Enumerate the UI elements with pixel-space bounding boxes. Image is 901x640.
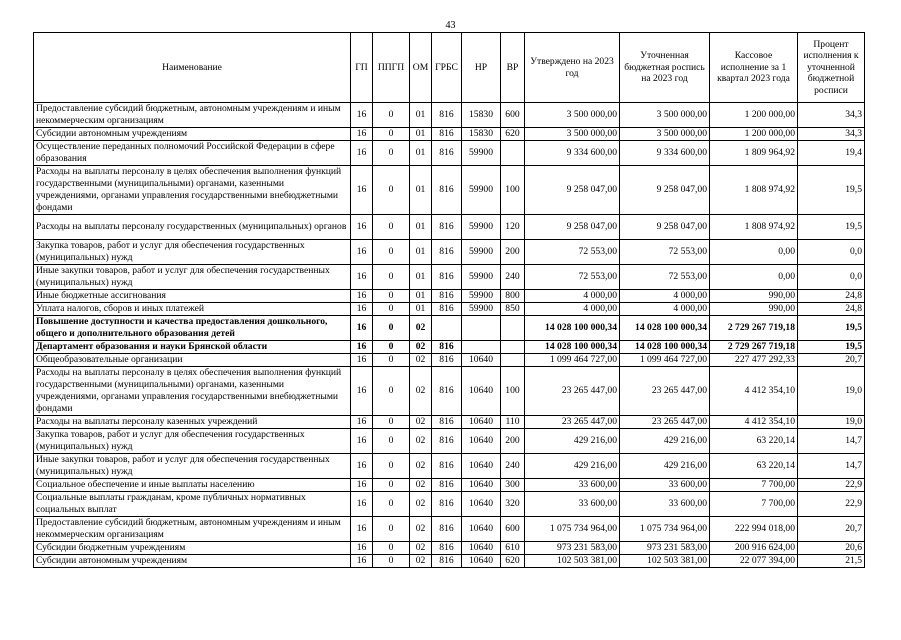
cell-np: 10640 <box>462 454 501 479</box>
cell-grbs: 816 <box>432 517 462 542</box>
cell-cash: 1 808 974,92 <box>710 215 798 240</box>
cell-percent: 0,0 <box>798 265 865 290</box>
cell-approved: 14 028 100 000,34 <box>525 316 620 341</box>
cell-ppgp: 0 <box>373 316 410 341</box>
cell-np: 10640 <box>462 555 501 568</box>
cell-approved: 973 231 583,00 <box>525 542 620 555</box>
table-row <box>34 416 865 429</box>
cell-vr: 850 <box>501 303 525 316</box>
cell-approved: 9 334 600,00 <box>525 141 620 166</box>
cell-om: 02 <box>410 517 432 542</box>
cell-np: 59900 <box>462 141 501 166</box>
cell-vr <box>501 341 525 354</box>
cell-name: Социальные выплаты гражданам, кроме публичных нормативных социальных выплат <box>34 492 351 517</box>
cell-cash: 0,00 <box>710 265 798 290</box>
cell-name: Субсидии автономным учреждениям <box>34 555 351 568</box>
cell-grbs: 816 <box>432 542 462 555</box>
cell-ppgp: 0 <box>373 103 410 128</box>
cell-om: 02 <box>410 555 432 568</box>
cell-om: 01 <box>410 166 432 215</box>
cell-refined: 23 265 447,00 <box>620 416 710 429</box>
cell-om: 02 <box>410 416 432 429</box>
cell-cash: 0,00 <box>710 240 798 265</box>
cell-grbs: 816 <box>432 215 462 240</box>
cell-percent: 20,7 <box>798 517 865 542</box>
cell-ppgp: 0 <box>373 429 410 454</box>
cell-np: 10640 <box>462 367 501 416</box>
cell-refined: 9 334 600,00 <box>620 141 710 166</box>
cell-np: 10640 <box>462 416 501 429</box>
table-row <box>34 479 865 492</box>
cell-grbs: 816 <box>432 290 462 303</box>
cell-name: Предоставление субсидий бюджетным, автономным учреждениям и иным некоммерческим организациям <box>34 103 351 128</box>
cell-np: 59900 <box>462 166 501 215</box>
cell-cash: 63 220,14 <box>710 429 798 454</box>
cell-percent: 34,3 <box>798 103 865 128</box>
cell-grbs: 816 <box>432 454 462 479</box>
cell-approved: 33 600,00 <box>525 479 620 492</box>
cell-percent: 0,0 <box>798 240 865 265</box>
cell-grbs: 816 <box>432 265 462 290</box>
cell-gp: 16 <box>351 492 373 517</box>
cell-refined: 3 500 000,00 <box>620 128 710 141</box>
header-percent: Процент исполнения к уточненной бюджетной росписи <box>798 33 865 103</box>
cell-ppgp: 0 <box>373 265 410 290</box>
cell-om: 01 <box>410 290 432 303</box>
cell-percent: 20,6 <box>798 542 865 555</box>
header-grbs: ГРБС <box>432 33 462 103</box>
cell-np: 10640 <box>462 517 501 542</box>
cell-cash: 2 729 267 719,18 <box>710 316 798 341</box>
cell-vr: 200 <box>501 240 525 265</box>
table-row <box>34 354 865 367</box>
cell-percent: 24,8 <box>798 290 865 303</box>
table-row <box>34 166 865 215</box>
cell-approved: 23 265 447,00 <box>525 367 620 416</box>
cell-om: 01 <box>410 128 432 141</box>
cell-approved: 1 099 464 727,00 <box>525 354 620 367</box>
cell-gp: 16 <box>351 215 373 240</box>
cell-refined: 33 600,00 <box>620 492 710 517</box>
cell-cash: 7 700,00 <box>710 479 798 492</box>
cell-approved: 23 265 447,00 <box>525 416 620 429</box>
cell-vr: 600 <box>501 517 525 542</box>
cell-om: 01 <box>410 303 432 316</box>
cell-grbs: 816 <box>432 103 462 128</box>
header-approved: Утверждено на 2023 год <box>525 33 620 103</box>
cell-name: Иные закупки товаров, работ и услуг для обеспечения государственных (муниципальных) нужд <box>34 454 351 479</box>
cell-cash: 63 220,14 <box>710 454 798 479</box>
cell-np: 59900 <box>462 303 501 316</box>
header-np: НР <box>462 33 501 103</box>
cell-om: 01 <box>410 141 432 166</box>
cell-grbs: 816 <box>432 354 462 367</box>
cell-vr <box>501 316 525 341</box>
cell-grbs: 816 <box>432 141 462 166</box>
cell-grbs: 816 <box>432 429 462 454</box>
table-row <box>34 341 865 354</box>
cell-np: 15830 <box>462 103 501 128</box>
cell-ppgp: 0 <box>373 290 410 303</box>
cell-name: Расходы на выплаты персоналу государственных (муниципальных) органов <box>34 215 351 240</box>
cell-percent: 19,5 <box>798 316 865 341</box>
cell-np <box>462 341 501 354</box>
cell-np: 59900 <box>462 290 501 303</box>
cell-name: Иные бюджетные ассигнования <box>34 290 351 303</box>
header-refined: Уточненная бюджетная роспись на 2023 год <box>620 33 710 103</box>
cell-grbs: 816 <box>432 416 462 429</box>
table-row <box>34 103 865 128</box>
cell-percent: 22,9 <box>798 479 865 492</box>
cell-vr: 600 <box>501 103 525 128</box>
cell-refined: 14 028 100 000,34 <box>620 341 710 354</box>
cell-refined: 72 553,00 <box>620 240 710 265</box>
cell-np: 10640 <box>462 429 501 454</box>
cell-approved: 4 000,00 <box>525 303 620 316</box>
cell-percent: 22,9 <box>798 492 865 517</box>
cell-name: Расходы на выплаты персоналу в целях обеспечения выполнения функций государственными (муниципальными) органами, казенными учреждениями, органами управления государственными внебюджетными фондами <box>34 166 351 215</box>
cell-refined: 429 216,00 <box>620 429 710 454</box>
table-row <box>34 492 865 517</box>
cell-np: 59900 <box>462 265 501 290</box>
cell-refined: 4 000,00 <box>620 290 710 303</box>
cell-ppgp: 0 <box>373 492 410 517</box>
cell-name: Иные закупки товаров, работ и услуг для обеспечения государственных (муниципальных) нужд <box>34 265 351 290</box>
cell-np: 10640 <box>462 479 501 492</box>
cell-vr: 320 <box>501 492 525 517</box>
cell-name: Социальное обеспечение и иные выплаты населению <box>34 479 351 492</box>
cell-cash: 4 412 354,10 <box>710 416 798 429</box>
cell-gp: 16 <box>351 416 373 429</box>
cell-om: 02 <box>410 492 432 517</box>
cell-grbs: 816 <box>432 341 462 354</box>
cell-gp: 16 <box>351 290 373 303</box>
cell-om: 01 <box>410 215 432 240</box>
table-row <box>34 555 865 568</box>
cell-vr: 800 <box>501 290 525 303</box>
cell-refined: 429 216,00 <box>620 454 710 479</box>
cell-om: 02 <box>410 316 432 341</box>
cell-grbs: 816 <box>432 240 462 265</box>
header-name: Наименование <box>34 33 351 103</box>
cell-approved: 33 600,00 <box>525 492 620 517</box>
header-om: ОМ <box>410 33 432 103</box>
cell-ppgp: 0 <box>373 240 410 265</box>
cell-approved: 9 258 047,00 <box>525 215 620 240</box>
cell-cash: 990,00 <box>710 290 798 303</box>
cell-percent: 19,4 <box>798 141 865 166</box>
cell-grbs: 816 <box>432 128 462 141</box>
cell-approved: 429 216,00 <box>525 454 620 479</box>
cell-percent: 19,5 <box>798 215 865 240</box>
cell-ppgp: 0 <box>373 555 410 568</box>
cell-percent: 21,5 <box>798 555 865 568</box>
cell-gp: 16 <box>351 166 373 215</box>
cell-ppgp: 0 <box>373 166 410 215</box>
cell-approved: 72 553,00 <box>525 240 620 265</box>
header-gp: ГП <box>351 33 373 103</box>
cell-ppgp: 0 <box>373 354 410 367</box>
cell-approved: 9 258 047,00 <box>525 166 620 215</box>
table-row <box>34 517 865 542</box>
cell-np: 10640 <box>462 542 501 555</box>
cell-ppgp: 0 <box>373 479 410 492</box>
table-row <box>34 265 865 290</box>
table-row <box>34 290 865 303</box>
page-number: 43 <box>445 20 456 31</box>
cell-vr: 100 <box>501 367 525 416</box>
cell-gp: 16 <box>351 341 373 354</box>
table-row <box>34 367 865 416</box>
cell-percent: 24,8 <box>798 303 865 316</box>
cell-ppgp: 0 <box>373 215 410 240</box>
header-ppgp: ППГП <box>373 33 410 103</box>
cell-np: 59900 <box>462 215 501 240</box>
cell-vr: 620 <box>501 555 525 568</box>
cell-om: 02 <box>410 341 432 354</box>
cell-gp: 16 <box>351 265 373 290</box>
cell-cash: 227 477 292,33 <box>710 354 798 367</box>
header-vr: ВР <box>501 33 525 103</box>
cell-approved: 14 028 100 000,34 <box>525 341 620 354</box>
cell-name: Предоставление субсидий бюджетным, автономным учреждениям и иным некоммерческим организациям <box>34 517 351 542</box>
cell-name: Повышение доступности и качества предоставления дошкольного, общего и дополнительного образования детей <box>34 316 351 341</box>
cell-np: 10640 <box>462 354 501 367</box>
cell-om: 02 <box>410 354 432 367</box>
cell-refined: 72 553,00 <box>620 265 710 290</box>
cell-ppgp: 0 <box>373 128 410 141</box>
cell-name: Департамент образования и науки Брянской области <box>34 341 351 354</box>
cell-grbs: 816 <box>432 367 462 416</box>
cell-cash: 1 200 000,00 <box>710 128 798 141</box>
cell-refined: 3 500 000,00 <box>620 103 710 128</box>
cell-ppgp: 0 <box>373 341 410 354</box>
cell-vr: 120 <box>501 215 525 240</box>
cell-approved: 3 500 000,00 <box>525 103 620 128</box>
cell-vr: 240 <box>501 265 525 290</box>
cell-gp: 16 <box>351 354 373 367</box>
cell-percent: 19,5 <box>798 166 865 215</box>
table-row <box>34 141 865 166</box>
cell-refined: 1 099 464 727,00 <box>620 354 710 367</box>
cell-grbs: 816 <box>432 555 462 568</box>
cell-refined: 973 231 583,00 <box>620 542 710 555</box>
cell-gp: 16 <box>351 128 373 141</box>
cell-grbs: 816 <box>432 303 462 316</box>
cell-name: Закупка товаров, работ и услуг для обеспечения государственных (муниципальных) нужд <box>34 429 351 454</box>
cell-gp: 16 <box>351 367 373 416</box>
cell-percent: 20,7 <box>798 354 865 367</box>
cell-cash: 200 916 624,00 <box>710 542 798 555</box>
cell-gp: 16 <box>351 479 373 492</box>
cell-np: 10640 <box>462 492 501 517</box>
cell-refined: 4 000,00 <box>620 303 710 316</box>
cell-om: 02 <box>410 542 432 555</box>
cell-om: 01 <box>410 240 432 265</box>
table-row <box>34 303 865 316</box>
cell-ppgp: 0 <box>373 517 410 542</box>
table-row <box>34 215 865 240</box>
cell-refined: 1 075 734 964,00 <box>620 517 710 542</box>
cell-gp: 16 <box>351 429 373 454</box>
cell-refined: 14 028 100 000,34 <box>620 316 710 341</box>
cell-cash: 222 994 018,00 <box>710 517 798 542</box>
cell-om: 02 <box>410 367 432 416</box>
table-row <box>34 128 865 141</box>
cell-gp: 16 <box>351 303 373 316</box>
cell-np: 15830 <box>462 128 501 141</box>
cell-refined: 33 600,00 <box>620 479 710 492</box>
cell-percent: 19,0 <box>798 367 865 416</box>
cell-cash: 7 700,00 <box>710 492 798 517</box>
cell-cash: 1 200 000,00 <box>710 103 798 128</box>
cell-refined: 9 258 047,00 <box>620 166 710 215</box>
cell-om: 02 <box>410 479 432 492</box>
cell-vr: 110 <box>501 416 525 429</box>
cell-cash: 4 412 354,10 <box>710 367 798 416</box>
cell-om: 02 <box>410 429 432 454</box>
cell-vr: 620 <box>501 128 525 141</box>
cell-ppgp: 0 <box>373 416 410 429</box>
table-row <box>34 316 865 341</box>
table-row <box>34 542 865 555</box>
cell-vr: 300 <box>501 479 525 492</box>
cell-gp: 16 <box>351 555 373 568</box>
cell-percent: 34,3 <box>798 128 865 141</box>
cell-vr <box>501 141 525 166</box>
cell-vr: 610 <box>501 542 525 555</box>
cell-gp: 16 <box>351 454 373 479</box>
cell-gp: 16 <box>351 240 373 265</box>
cell-om: 01 <box>410 265 432 290</box>
cell-gp: 16 <box>351 316 373 341</box>
cell-approved: 4 000,00 <box>525 290 620 303</box>
cell-ppgp: 0 <box>373 367 410 416</box>
cell-name: Расходы на выплаты персоналу в целях обеспечения выполнения функций государственными (муниципальными) органами, казенными учреждениями, органами управления государственными внебюджетными фондами <box>34 367 351 416</box>
cell-approved: 72 553,00 <box>525 265 620 290</box>
cell-om: 02 <box>410 454 432 479</box>
cell-cash: 22 077 394,00 <box>710 555 798 568</box>
cell-percent: 19,5 <box>798 341 865 354</box>
cell-name: Субсидии автономным учреждениям <box>34 128 351 141</box>
cell-gp: 16 <box>351 542 373 555</box>
cell-ppgp: 0 <box>373 542 410 555</box>
cell-name: Уплата налогов, сборов и иных платежей <box>34 303 351 316</box>
cell-vr: 200 <box>501 429 525 454</box>
cell-cash: 990,00 <box>710 303 798 316</box>
cell-approved: 429 216,00 <box>525 429 620 454</box>
cell-name: Общеобразовательные организации <box>34 354 351 367</box>
cell-refined: 9 258 047,00 <box>620 215 710 240</box>
cell-grbs: 816 <box>432 166 462 215</box>
cell-cash: 2 729 267 719,18 <box>710 341 798 354</box>
cell-name: Расходы на выплаты персоналу казенных учреждений <box>34 416 351 429</box>
cell-cash: 1 808 974,92 <box>710 166 798 215</box>
cell-gp: 16 <box>351 517 373 542</box>
cell-name: Осуществление переданных полномочий Российской Федерации в сфере образования <box>34 141 351 166</box>
cell-refined: 102 503 381,00 <box>620 555 710 568</box>
cell-percent: 14,7 <box>798 429 865 454</box>
cell-vr: 240 <box>501 454 525 479</box>
header-cash: Кассовое исполнение за 1 квартал 2023 года <box>710 33 798 103</box>
table-row <box>34 240 865 265</box>
cell-cash: 1 809 964,92 <box>710 141 798 166</box>
cell-np: 59900 <box>462 240 501 265</box>
cell-percent: 14,7 <box>798 454 865 479</box>
cell-approved: 3 500 000,00 <box>525 128 620 141</box>
cell-gp: 16 <box>351 103 373 128</box>
table-header-row <box>34 33 865 103</box>
cell-vr <box>501 354 525 367</box>
cell-np <box>462 316 501 341</box>
cell-refined: 23 265 447,00 <box>620 367 710 416</box>
cell-grbs: 816 <box>432 479 462 492</box>
cell-ppgp: 0 <box>373 303 410 316</box>
cell-om: 01 <box>410 103 432 128</box>
cell-name: Закупка товаров, работ и услуг для обеспечения государственных (муниципальных) нужд <box>34 240 351 265</box>
cell-ppgp: 0 <box>373 141 410 166</box>
cell-name: Субсидии бюджетным учреждениям <box>34 542 351 555</box>
cell-percent: 19,0 <box>798 416 865 429</box>
table-row <box>34 454 865 479</box>
cell-vr: 100 <box>501 166 525 215</box>
table-row <box>34 429 865 454</box>
cell-approved: 102 503 381,00 <box>525 555 620 568</box>
cell-ppgp: 0 <box>373 454 410 479</box>
cell-grbs: 816 <box>432 492 462 517</box>
cell-grbs <box>432 316 462 341</box>
budget-table <box>33 32 865 568</box>
cell-gp: 16 <box>351 141 373 166</box>
cell-approved: 1 075 734 964,00 <box>525 517 620 542</box>
table-body <box>34 103 865 568</box>
